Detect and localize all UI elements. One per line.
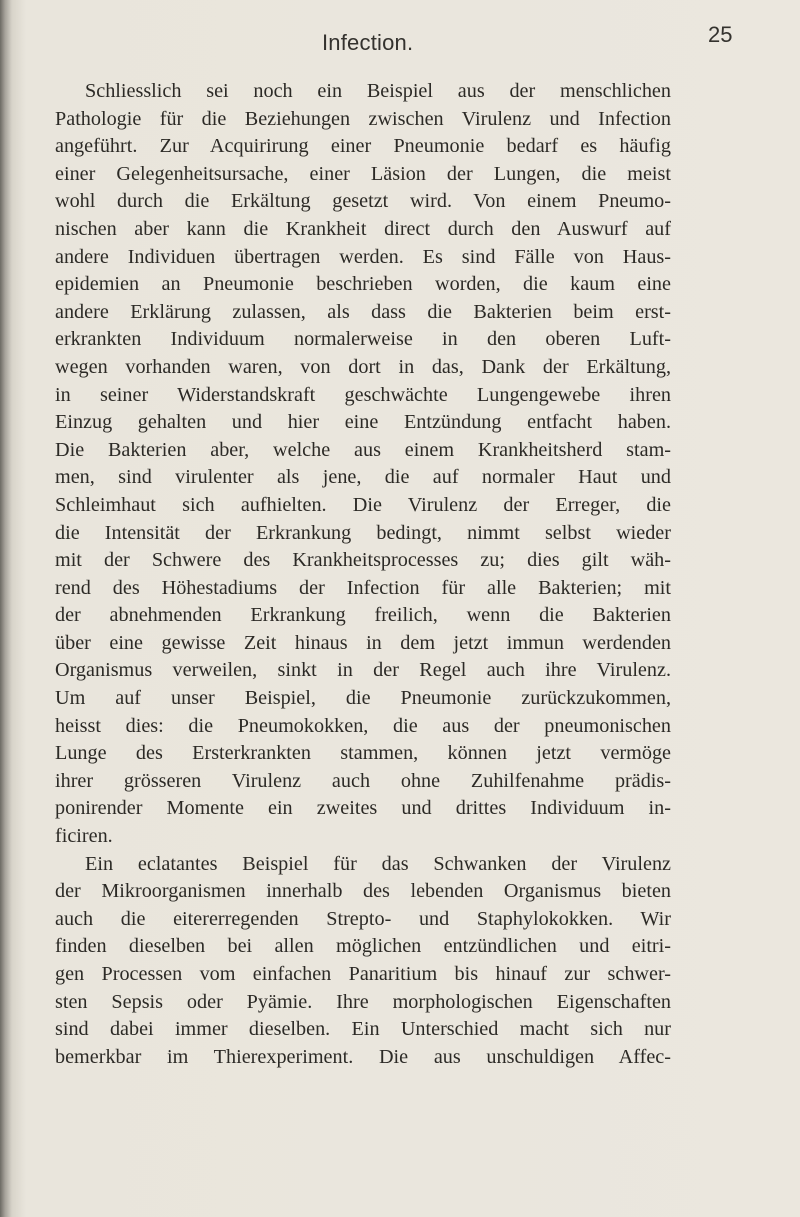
- text-line: auch die eitererregenden Strepto- und Staphylokokken. Wir: [55, 907, 671, 930]
- text-line: die Intensität der Erkrankung bedingt, nimmt selbst wieder: [55, 521, 671, 544]
- text-line: ficiren.: [55, 825, 113, 848]
- text-line: sind dabei immer dieselben. Ein Unterschied macht sich nur: [55, 1018, 671, 1041]
- text-line: heisst dies: die Pneumokokken, die aus der pneumonischen: [55, 714, 671, 737]
- text-line: epidemien an Pneumonie beschrieben worden, die kaum eine: [55, 273, 671, 296]
- text-line: Pathologie für die Beziehungen zwischen Virulenz und Infection: [55, 107, 671, 130]
- body-text: [55, 78, 671, 1071]
- text-line: Schliesslich sei noch ein Beispiel aus der menschlichen: [85, 80, 671, 102]
- text-line: gen Processen vom einfachen Panaritium bis hinauf zur schwer-: [55, 963, 671, 985]
- text-line: erkrankten Individuum normalerweise in den oberen Luft-: [55, 328, 671, 351]
- text-line: Organismus verweilen, sinkt in der Regel auch ihre Virulenz.: [55, 659, 671, 682]
- text-line: in seiner Widerstandskraft geschwächte Lungengewebe ihren: [55, 383, 671, 406]
- running-title: Infection.: [322, 30, 414, 55]
- text-line: wegen vorhanden waren, von dort in das, Dank der Erkältung,: [55, 355, 671, 378]
- text-line: rend des Höhestadiums der Infection für alle Bakterien; mit: [55, 576, 671, 599]
- text-line: ponirender Momente ein zweites und drittes Individuum in-: [55, 797, 671, 820]
- text-line: andere Individuen übertragen werden. Es sind Fälle von Haus-: [55, 245, 671, 268]
- text-line: Um auf unser Beispiel, die Pneumonie zurückzukommen,: [55, 687, 671, 710]
- text-line: ihrer grösseren Virulenz auch ohne Zuhilfenahme prädis-: [55, 769, 671, 792]
- page-number: 25: [708, 22, 733, 47]
- text-line: der Mikroorganismen innerhalb des lebenden Organismus bieten: [55, 880, 671, 903]
- text-line: Ein eclatantes Beispiel für das Schwanken der Virulenz: [85, 852, 671, 875]
- text-line: mit der Schwere des Krankheitsprocesses zu; dies gilt wäh-: [55, 549, 671, 572]
- text-line: nischen aber kann die Krankheit direct durch den Auswurf auf: [55, 217, 671, 240]
- text-line: Die Bakterien aber, welche aus einem Krankheitsherd stam-: [55, 438, 671, 461]
- text-line: der abnehmenden Erkrankung freilich, wenn die Bakterien: [55, 604, 671, 627]
- text-line: andere Erklärung zulassen, als dass die Bakterien beim erst-: [55, 300, 671, 323]
- running-head: [0, 22, 800, 62]
- text-line: finden dieselben bei allen möglichen entzündlichen und eitri-: [55, 935, 671, 958]
- text-line: einer Gelegenheitsursache, einer Läsion der Lungen, die meist: [55, 162, 671, 185]
- text-line: Lunge des Ersterkrankten stammen, können jetzt vermöge: [55, 742, 671, 765]
- text-line: men, sind virulenter als jene, die auf normaler Haut und: [55, 466, 671, 489]
- text-line: angeführt. Zur Acquirirung einer Pneumonie bedarf es häufig: [55, 135, 671, 158]
- text-line: Einzug gehalten und hier eine Entzündung entfacht haben.: [55, 411, 671, 434]
- text-line: sten Sepsis oder Pyämie. Ihre morphologischen Eigenschaften: [55, 990, 671, 1013]
- text-line: wohl durch die Erkältung gesetzt wird. Von einem Pneumo-: [55, 190, 671, 213]
- text-line: über eine gewisse Zeit hinaus in dem jetzt immun werdenden: [55, 631, 671, 654]
- text-line: bemerkbar im Thierexperiment. Die aus unschuldigen Affec-: [55, 1045, 671, 1068]
- text-line: Schleimhaut sich aufhielten. Die Virulenz der Erreger, die: [55, 493, 671, 516]
